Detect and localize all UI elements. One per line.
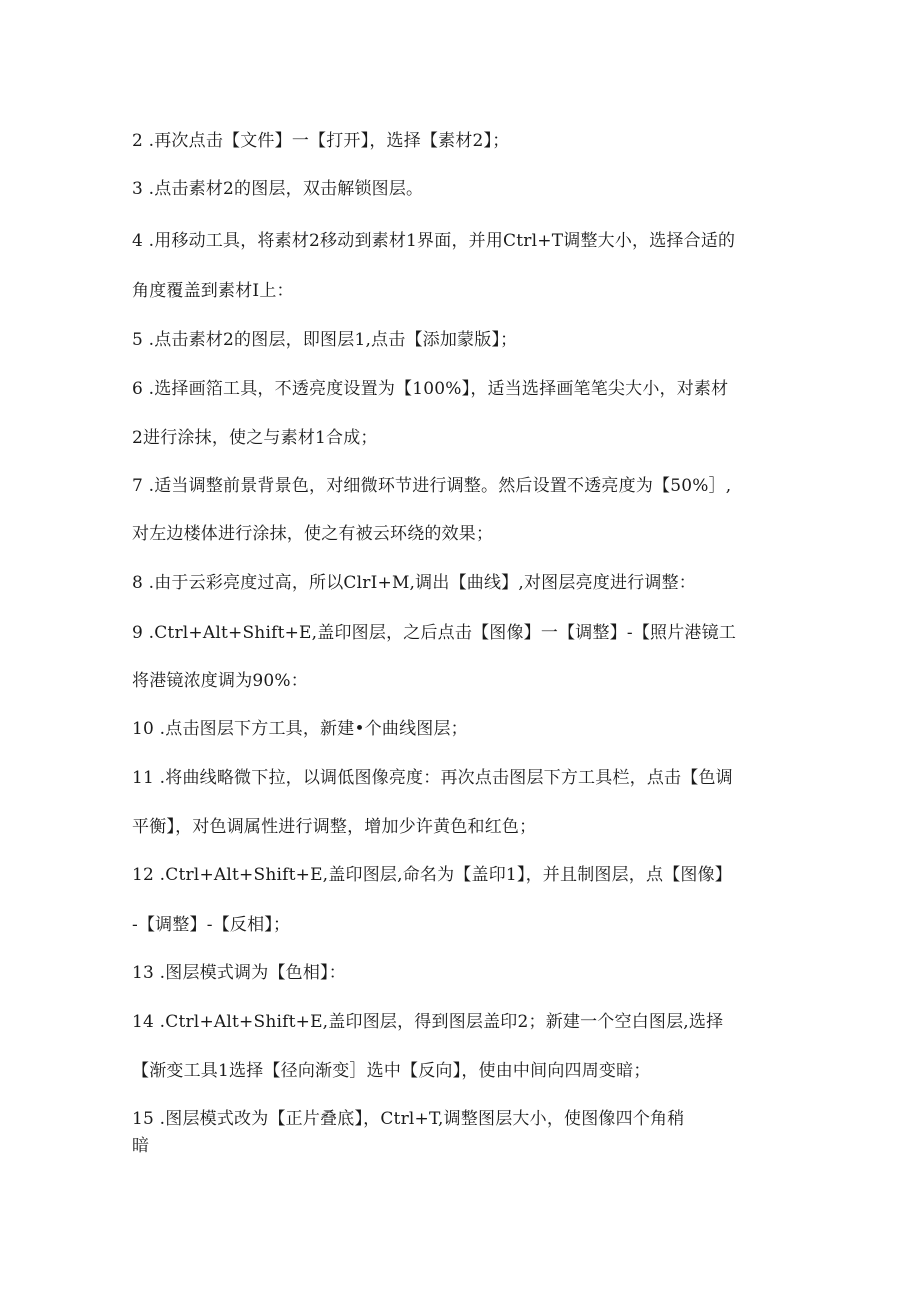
step-14-continued: 【渐变工具1选择【径向渐变］选中【反向】，使由中间向四周变暗； <box>132 1061 651 1081</box>
step-9: 9 .Ctrl+Alt+Shift+E,盖印图层，之后点击【图像】一【调整】-【照片港镜工 <box>132 623 737 643</box>
step-14: 14 .Ctrl+Alt+Shift+E,盖印图层，得到图层盖印2；新建一个空白图层,选择 <box>132 1012 724 1032</box>
step-15: 15 .图层模式改为【正片叠底】，Ctrl+T,调整图层大小，使图像四个角稍 <box>132 1109 685 1129</box>
step-12-continued: -【调整】-【反相】； <box>132 915 291 935</box>
step-2: 2 .再次点击【文件】一【打开】，选择【素材2】； <box>132 131 510 151</box>
step-3: 3 .点击素材2的图层，双击解锁图层。 <box>132 179 424 199</box>
step-9-continued: 将港镜浓度调为90%： <box>132 671 308 691</box>
step-6-continued: 2进行涂抹，使之与素材1合成； <box>132 428 378 448</box>
step-7-continued: 对左边楼体进行涂抹，使之有被云环绕的效果； <box>132 524 494 544</box>
step-4: 4 .用移动工具，将素材2移动到素材1界面，并用Ctrl+T调整大小，选择合适的 <box>132 231 736 251</box>
step-5: 5 .点击素材2的图层，即图层1,点击【添加蒙版】； <box>132 330 518 350</box>
step-6: 6 .选择画箔工具，不透亮度设置为【100%】，适当选择画笔笔尖大小，对素材 <box>132 379 729 399</box>
step-10: 10 .点击图层下方工具，新建•个曲线图层； <box>132 719 468 739</box>
step-12: 12 .Ctrl+Alt+Shift+E,盖印图层,命名为【盖印1】，并且制图层，点【图像】 <box>132 865 733 885</box>
step-8: 8 .由于云彩亮度过高，所以ClrI+M,调出【曲线】,对图层亮度进行调整： <box>132 573 696 593</box>
step-15-continued: 暗 <box>132 1136 150 1156</box>
step-11: 11 .将曲线略微下拉，以调低图像亮度：再次点击图层下方工具栏，点击【色调 <box>132 768 733 788</box>
step-7: 7 .适当调整前景背景色，对细微环节进行调整。然后设置不透亮度为【50%］, <box>132 476 732 496</box>
step-11-continued: 平衡】，对色调属性进行调整，增加少许黄色和红色； <box>132 817 537 837</box>
step-4-continued: 角度覆盖到素材I上： <box>132 281 294 301</box>
step-13: 13 .图层模式调为【色相】： <box>132 963 346 983</box>
